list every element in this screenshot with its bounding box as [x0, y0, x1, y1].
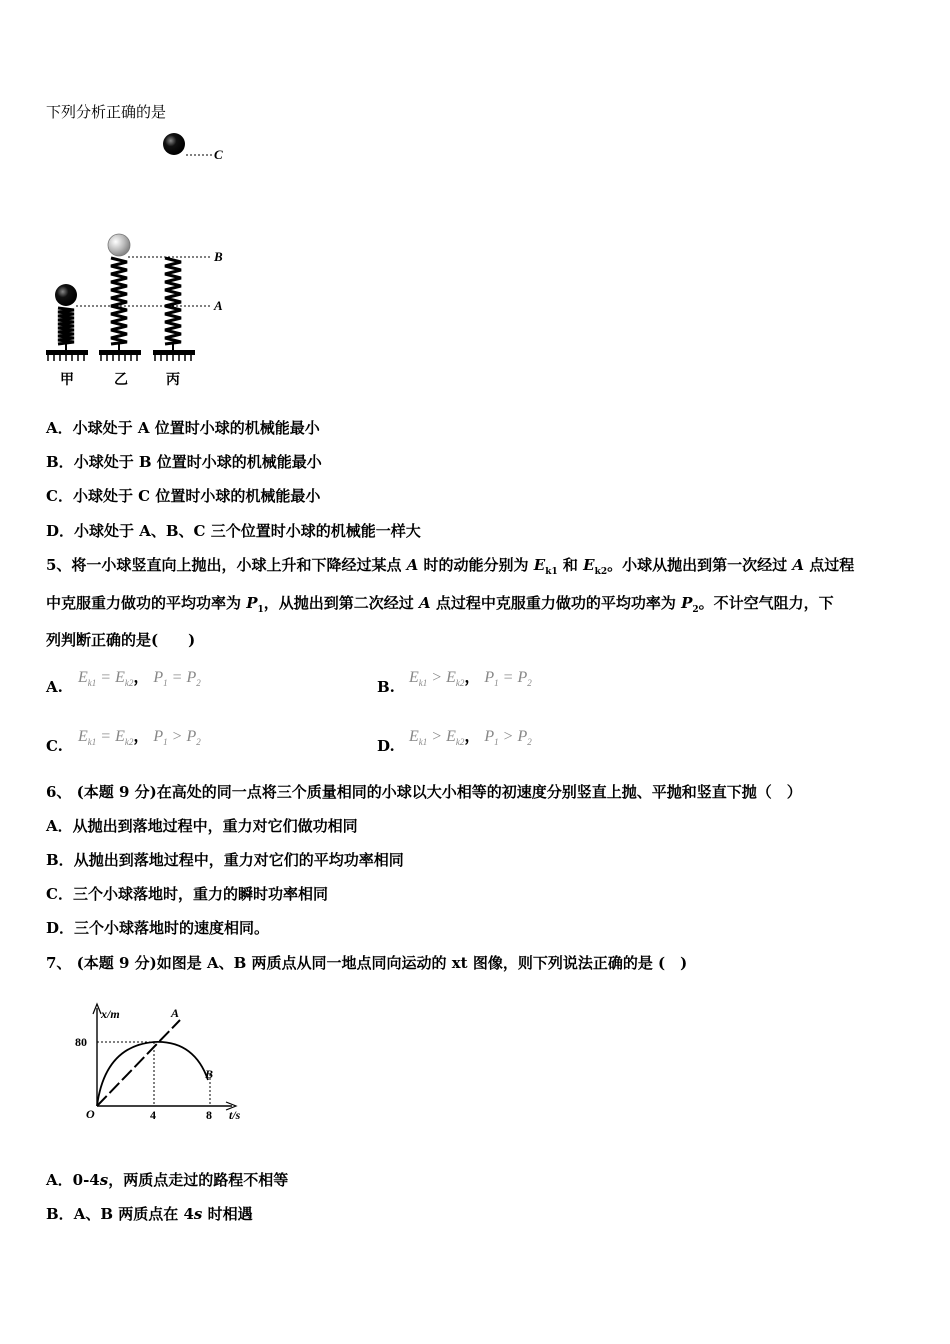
q5-stem-line1: 5、将一小球竖直向上抛出，小球上升和下降经过某点 A 时的动能分别为 $E_{k1}$ 和 $E_{k2}$。小球从抛出到第一次经过 A 点过程: [46, 556, 855, 577]
label-c: C: [214, 147, 223, 162]
label-a: A: [214, 298, 223, 313]
x-tick-8: 8: [206, 1108, 212, 1122]
label-b: B: [205, 1067, 214, 1081]
ball-c: [163, 133, 185, 155]
q7-stem: 7、 (本题 9 分)如图是 A、B 两质点从同一地点同向运动的 xt 图像，则下列说法正确的是 ( ): [46, 954, 688, 972]
x-axis-label: t/s: [229, 1108, 241, 1122]
label-b: B: [214, 249, 223, 264]
q5-stem-line3: 列判断正确的是( ): [46, 631, 196, 649]
caption-yi: 乙: [114, 372, 128, 388]
line-a: [97, 1020, 180, 1106]
ball-yi: [108, 234, 130, 256]
caption-jia: 甲: [60, 372, 74, 388]
q4-option-c: C．小球处于 C 位置时小球的机械能最小: [46, 487, 321, 505]
spring-figure: [40, 128, 240, 393]
label-a: A: [171, 1006, 180, 1020]
caption-bing: 丙: [166, 372, 180, 388]
q6-option-b: B．从抛出到落地过程中，重力对它们的平均功率相同: [46, 851, 404, 869]
curve-b: [97, 1042, 208, 1106]
q6-option-c: C．三个小球落地时，重力的瞬时功率相同: [46, 885, 328, 903]
y-tick-80: 80: [75, 1035, 87, 1049]
q4-option-a: A．小球处于 A 位置时小球的机械能最小: [46, 419, 320, 437]
q5-stem-line2: 中克服重力做功的平均功率为 $P_1$，从抛出到第二次经过 A 点过程中克服重力做功的平均功率为 $P_2$。不计空气阻力，下: [46, 594, 834, 615]
q7-option-b: B．A、B 两质点在 4s 时相遇: [46, 1205, 253, 1223]
q6-option-a: A．从抛出到落地过程中，重力对它们做功相同: [46, 817, 358, 835]
xt-graph: [70, 1000, 260, 1125]
origin-label: O: [86, 1107, 95, 1121]
q4-option-b: B．小球处于 B 位置时小球的机械能最小: [46, 453, 322, 471]
q4-option-d: D．小球处于 A、B、C 三个位置时小球的机械能一样大: [46, 522, 421, 540]
intro-text: 下列分析正确的是: [46, 103, 167, 121]
x-tick-4: 4: [150, 1108, 156, 1122]
ball-jia: [55, 284, 77, 306]
q6-stem: 6、 (本题 9 分)在高处的同一点将三个质量相同的小球以大小相等的初速度分别竖直上抛、平抛和竖直下抛（ ）: [46, 783, 802, 801]
q7-option-a: A．0-4s，两质点走过的路程不相等: [46, 1171, 289, 1189]
q6-option-d: D．三个小球落地时的速度相同。: [46, 919, 270, 937]
y-axis-label: x/m: [101, 1007, 120, 1021]
